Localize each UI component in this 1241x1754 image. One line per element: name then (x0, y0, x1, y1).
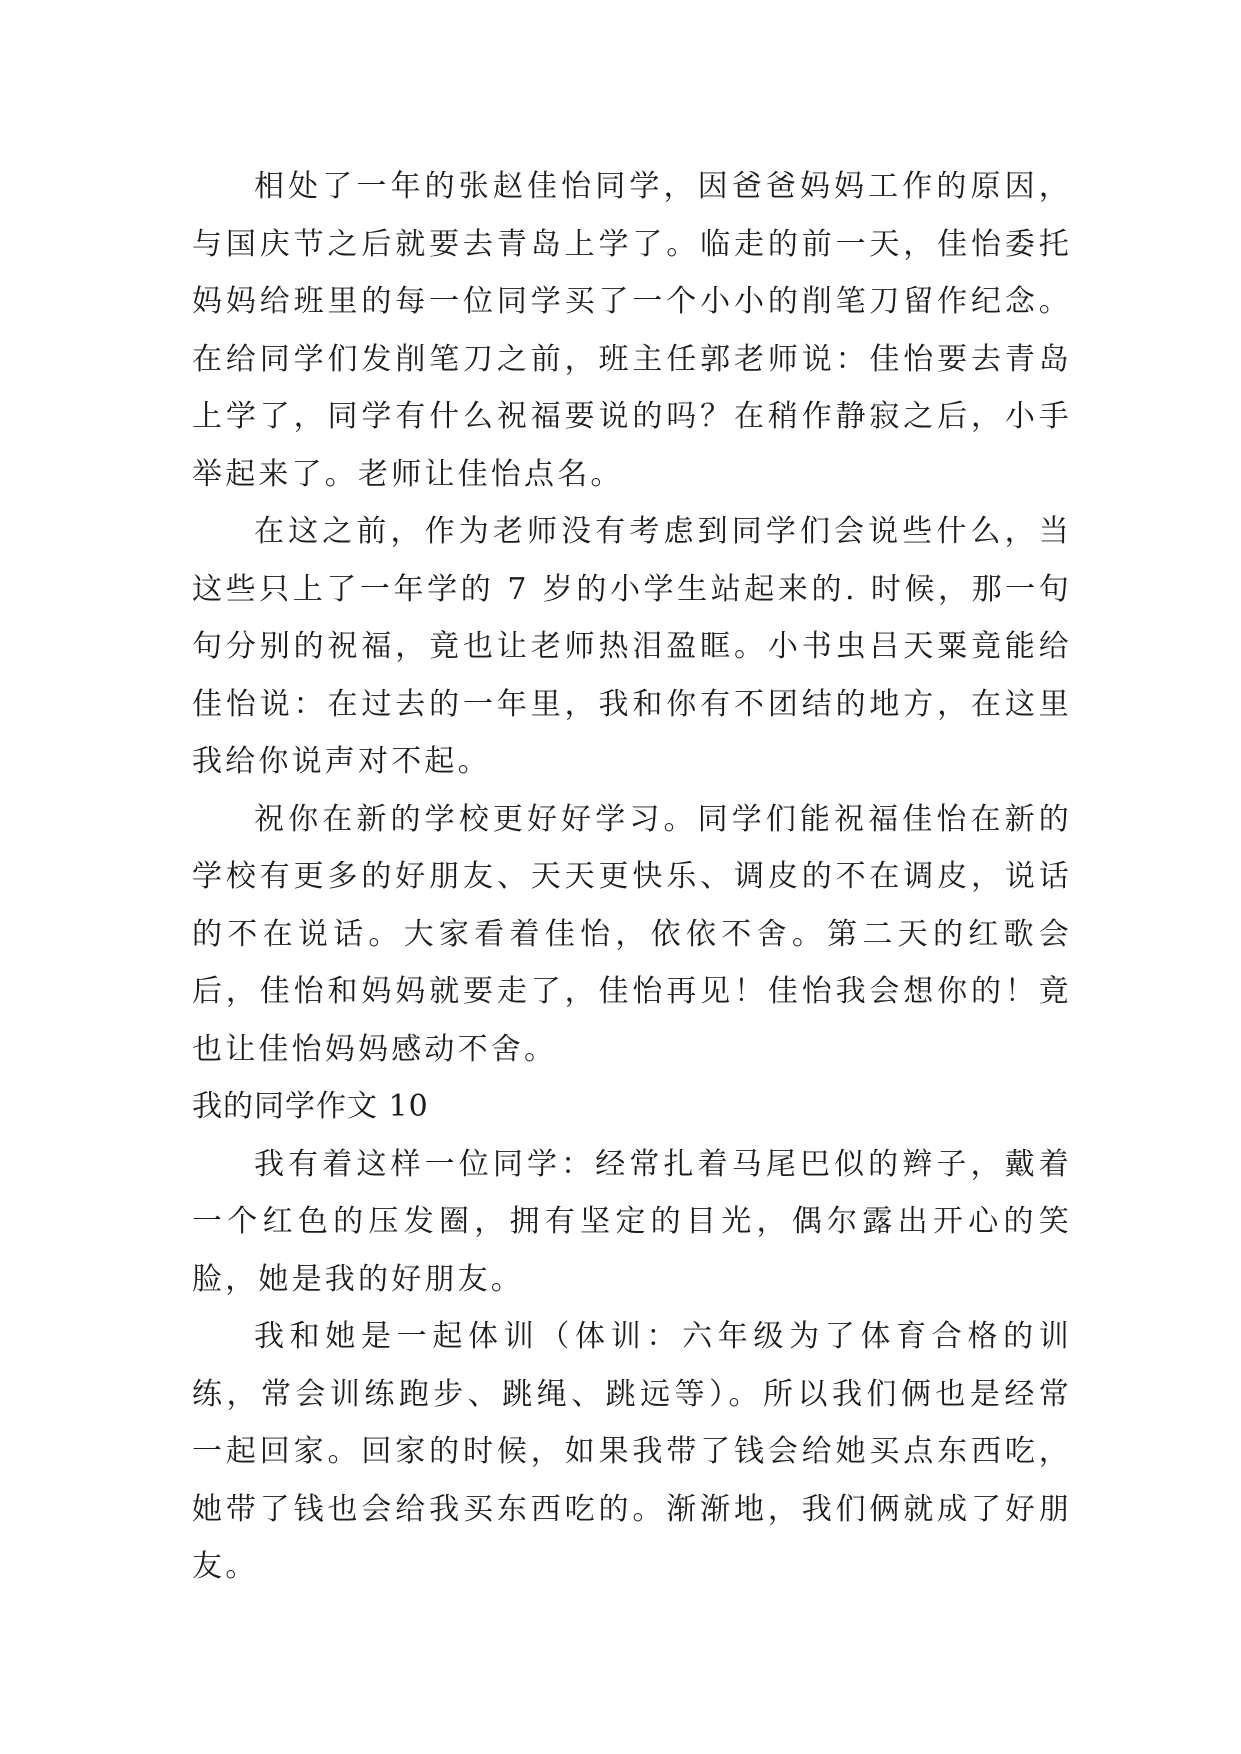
paragraph: 我和她是一起体训（体训：六年级为了体育合格的训练，常会训练跑步、跳绳、跳远等）。所以我们俩也是经常一起回家。回家的时候，如果我带了钱会给她买点东西吃，她带了钱也会给我买东西吃的。渐渐地，我们俩就成了好朋友。 (192, 1319, 1072, 1584)
document-body (192, 158, 1072, 1596)
paragraph: 在这之前，作为老师没有考虑到同学们会说些什么，当这些只上了一年学的 7 岁的小学生站起来的. 时候，那一句句分别的祝福，竟也让老师热泪盈眶。小书虫吕天粟竟能给佳怡说：在过去的一年里，我和你有不团结的地方，在这里我给你说声对不起。 (192, 514, 1072, 779)
section-heading: 我的同学作文 10 (192, 1089, 429, 1124)
paragraph: 我有着这样一位同学：经常扎着马尾巴似的辫子，戴着一个红色的压发圈，拥有坚定的目光，偶尔露出开心的笑脸，她是我的好朋友。 (192, 1146, 1072, 1297)
paragraph: 祝你在新的学校更好好学习。同学们能祝福佳怡在新的学校有更多的好朋友、天天更快乐、调皮的不在调皮，说话的不在说话。大家看着佳怡，依依不舍。第二天的红歌会后，佳怡和妈妈就要走了，佳怡再见！佳怡我会想你的！竟也让佳怡妈妈感动不舍。 (192, 801, 1072, 1067)
paragraph: 相处了一年的张赵佳怡同学，因爸爸妈妈工作的原因，与国庆节之后就要去青岛上学了。临走的前一天，佳怡委托妈妈给班里的每一位同学买了一个小小的削笔刀留作纪念。在给同学们发削笔刀之前，班主任郭老师说：佳怡要去青岛上学了，同学有什么祝福要说的吗？在稍作静寂之后，小手举起来了。老师让佳怡点名。 (192, 169, 1072, 492)
